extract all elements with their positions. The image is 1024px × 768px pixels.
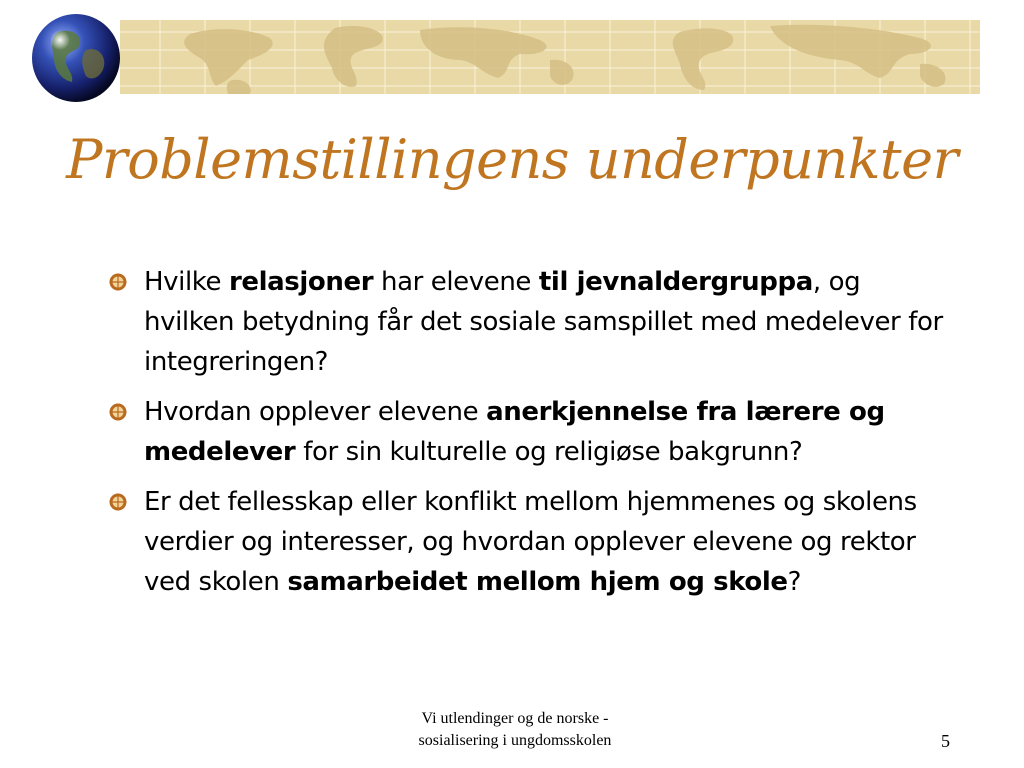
- bullet-icon: [108, 272, 128, 292]
- footer-line-1: Vi utlendinger og de norske -: [421, 710, 609, 727]
- world-map-graphic: [120, 20, 980, 94]
- bullet-text-segment: for sin kulturelle og religiøse bakgrunn?: [295, 437, 803, 467]
- bullet-text-segment: Hvordan opplever elevene: [144, 397, 487, 427]
- bullet-item: [108, 262, 958, 382]
- bullet-text-bold: samarbeidet mellom hjem og skole: [287, 567, 788, 597]
- slide-footer: [360, 708, 670, 752]
- bullet-text-segment: har elevene: [373, 267, 539, 297]
- bullet-item: [108, 392, 958, 472]
- bullet-text-segment: Er det fellesskap eller konflikt mellom hjemmenes og skolens verdier og interesser, og hvordan opplever elevene og rektor ved skolen: [144, 487, 917, 597]
- page-number: 5: [941, 731, 950, 751]
- bullet-text-bold: til jevnaldergruppa: [538, 267, 813, 297]
- bullet-icon: [108, 402, 128, 422]
- bullet-text-segment: ?: [787, 567, 802, 597]
- footer-line-2: sosialisering i ungdomsskolen: [418, 732, 612, 749]
- world-map-banner: [120, 20, 980, 94]
- bullet-item: [108, 482, 958, 602]
- globe-icon: [28, 10, 124, 106]
- bullet-icon: [108, 492, 128, 512]
- bullet-text-segment: , og hvilken betydning får det sosiale samspillet med medelever for integreringen?: [144, 267, 943, 377]
- slide-title: Problemstillingens underpunkter: [66, 128, 958, 191]
- bullet-text-bold: relasjoner: [228, 267, 374, 297]
- bullet-text-bold: anerkjennelse fra lærere og medelever: [144, 397, 885, 467]
- bullet-list: [108, 262, 958, 612]
- bullet-text-segment: Hvilke: [144, 267, 229, 297]
